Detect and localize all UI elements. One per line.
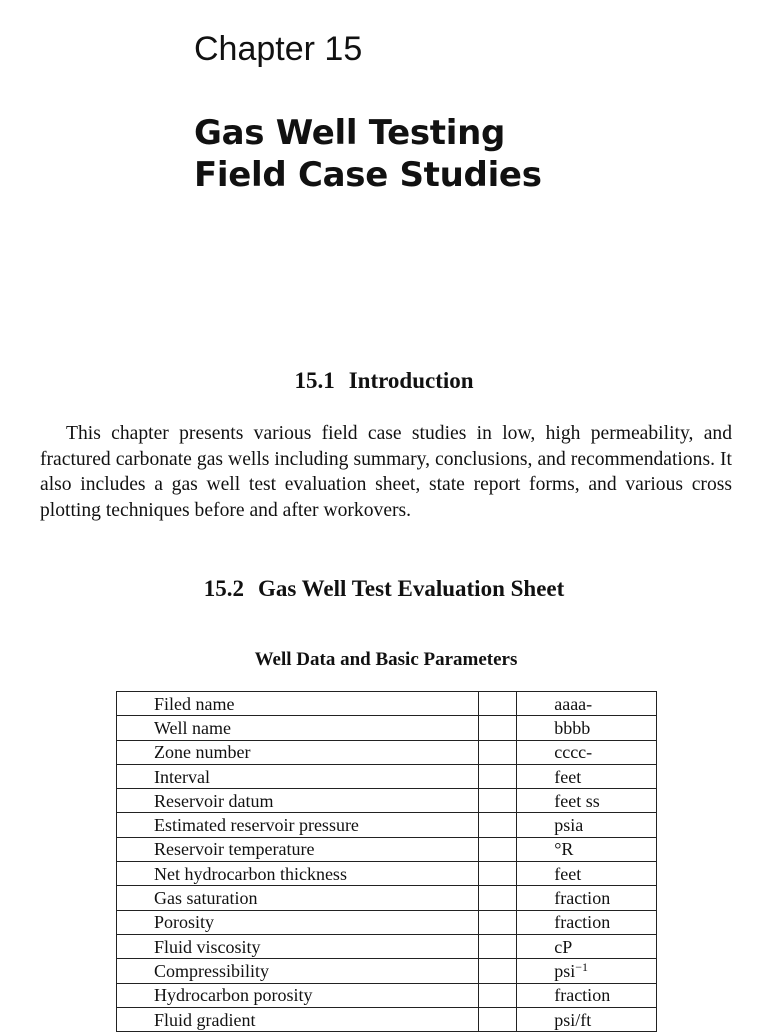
unit-text: aaaa- [554,693,593,714]
value-cell [479,692,517,716]
unit-cell [517,862,657,886]
value-cell [479,837,517,861]
unit-text: psia [554,815,584,836]
unit-text: feet [554,766,582,787]
unit-superscript: −1 [575,959,589,974]
unit-text: psi/ft [554,1009,592,1030]
section-heading-introduction [0,368,768,394]
value-cell [479,959,517,983]
unit-text: psi [554,960,576,981]
value-cell [479,740,517,764]
table-row [117,740,657,764]
unit-text: feet [554,863,582,884]
unit-cell [517,983,657,1007]
value-cell [479,862,517,886]
parameter-name-cell: Interval [117,764,479,788]
unit-cell [517,910,657,934]
section-number: 15.2 [203,576,244,601]
parameter-name-cell: Filed name [117,692,479,716]
table-row [117,862,657,886]
parameter-name-cell: Estimated reservoir pressure [117,813,479,837]
table-row [117,813,657,837]
well-data-table [116,691,657,1032]
chapter-title-line-2: Field Case Studies [194,155,542,195]
unit-text: cP [554,936,573,957]
section-heading-evaluation-sheet [0,576,768,602]
table-caption: Well Data and Basic Parameters [254,649,518,670]
unit-cell [517,959,657,983]
unit-cell [517,886,657,910]
value-cell [479,934,517,958]
unit-text: feet ss [554,790,600,811]
table-row [117,886,657,910]
section-title: Introduction [348,368,474,393]
unit-cell [517,692,657,716]
parameter-name-cell: Fluid gradient [117,1007,479,1031]
table-row [117,837,657,861]
value-cell [479,983,517,1007]
value-cell [479,716,517,740]
value-cell [479,910,517,934]
section-number: 15.1 [294,368,335,393]
parameter-name-cell: Well name [117,716,479,740]
unit-cell [517,837,657,861]
value-cell [479,764,517,788]
value-cell [479,886,517,910]
unit-cell [517,1007,657,1031]
parameter-name-cell: Gas saturation [117,886,479,910]
table-row [117,983,657,1007]
parameter-name-cell: Reservoir datum [117,789,479,813]
intro-paragraph: This chapter presents various field case studies in low, high permeability, and fractured carbonate gas wells including summary, conclusions, and recommendations. It also includes a gas well test evaluation sheet, state report forms, and various cross plotting techniques before and after workovers. [40,423,732,521]
value-cell [479,813,517,837]
parameter-name-cell: Zone number [117,740,479,764]
unit-text: fraction [554,985,611,1006]
parameter-name-cell: Compressibility [117,959,479,983]
parameter-name-cell: Fluid viscosity [117,934,479,958]
table-row [117,934,657,958]
unit-cell [517,934,657,958]
unit-text: fraction [554,912,611,933]
unit-cell [517,764,657,788]
chapter-title-line-1: Gas Well Testing [194,113,506,153]
unit-text: cccc- [554,742,593,763]
parameter-name-cell: Porosity [117,910,479,934]
unit-cell [517,789,657,813]
table-row [117,716,657,740]
parameter-name-cell: Net hydrocarbon thickness [117,862,479,886]
table-row [117,789,657,813]
unit-text: bbbb [554,717,591,738]
section-title: Gas Well Test Evaluation Sheet [257,576,565,601]
table-row [117,910,657,934]
parameter-name-cell: Hydrocarbon porosity [117,983,479,1007]
chapter-title [194,112,542,196]
parameter-name-cell: Reservoir temperature [117,837,479,861]
table-row [117,959,657,983]
unit-text: fraction [554,888,611,909]
table-row [117,692,657,716]
table-row [117,764,657,788]
unit-cell [517,813,657,837]
unit-text: °R [554,839,574,860]
value-cell [479,789,517,813]
unit-cell [517,716,657,740]
value-cell [479,1007,517,1031]
table-row [117,1007,657,1031]
unit-cell [517,740,657,764]
chapter-label: Chapter 15 [194,30,363,68]
